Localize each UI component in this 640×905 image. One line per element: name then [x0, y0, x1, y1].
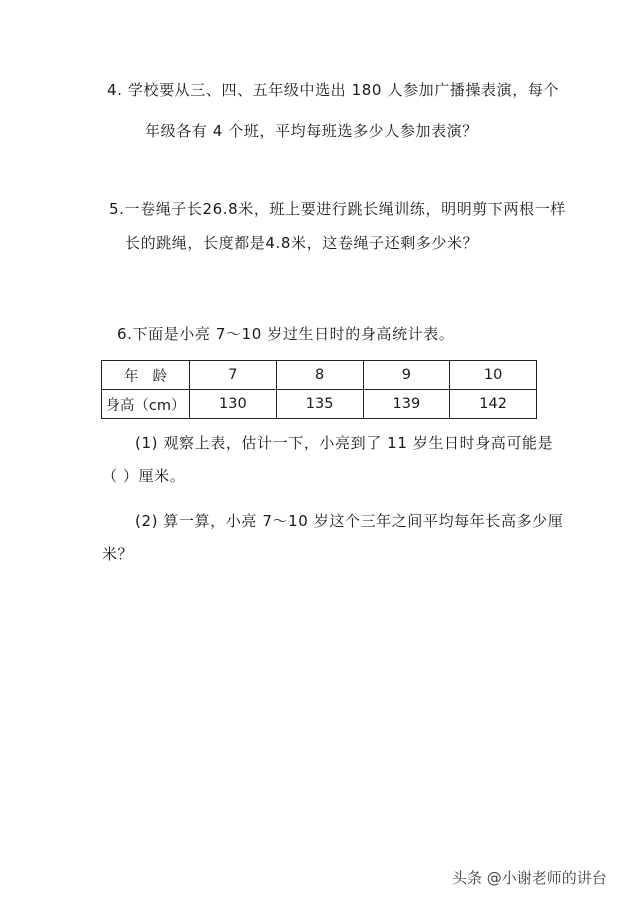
question-6-intro: 6.下面是小亮 7～10 岁过生日时的身高统计表。: [117, 325, 455, 343]
table-cell-age: 10: [450, 361, 537, 390]
table-cell-age: 7: [190, 361, 277, 390]
table-cell-height: 135: [276, 390, 363, 419]
height-statistics-table: [101, 360, 537, 419]
table-header-age: 年龄: [102, 361, 190, 390]
question-6-sub-1-line-2: （ ）厘米。: [102, 467, 186, 485]
table-header-height: 身高（cm）: [102, 390, 190, 419]
table-cell-age: 9: [363, 361, 450, 390]
question-6-sub-1-line-1: (1) 观察上表，估计一下，小亮到了 11 岁生日时身高可能是: [135, 434, 554, 452]
question-4-line-2: 年级各有 4 个班，平均每班选多少人参加表演？: [145, 122, 478, 140]
table-cell-age: 8: [276, 361, 363, 390]
question-6-sub-2-line-2: 米？: [102, 545, 134, 563]
question-6-sub-2-line-1: (2) 算一算，小亮 7～10 岁这个三年之间平均每年长高多少厘: [135, 512, 564, 530]
source-watermark: 头条 @小谢老师的讲台: [452, 869, 607, 887]
question-5-line-1: 5.一卷绳子长26.8米，班上要进行跳长绳训练，明明剪下两根一样: [109, 200, 566, 218]
table-cell-height: 142: [450, 390, 537, 419]
table-row-age: [102, 361, 537, 390]
table-cell-height: 139: [363, 390, 450, 419]
question-4-line-1: 4. 学校要从三、四、五年级中选出 180 人参加广播操表演，每个: [107, 81, 560, 99]
table-cell-height: 130: [190, 390, 277, 419]
table-row-height: [102, 390, 537, 419]
question-5-line-2: 长的跳绳，长度都是4.8米，这卷绳子还剩多少米？: [125, 234, 479, 252]
